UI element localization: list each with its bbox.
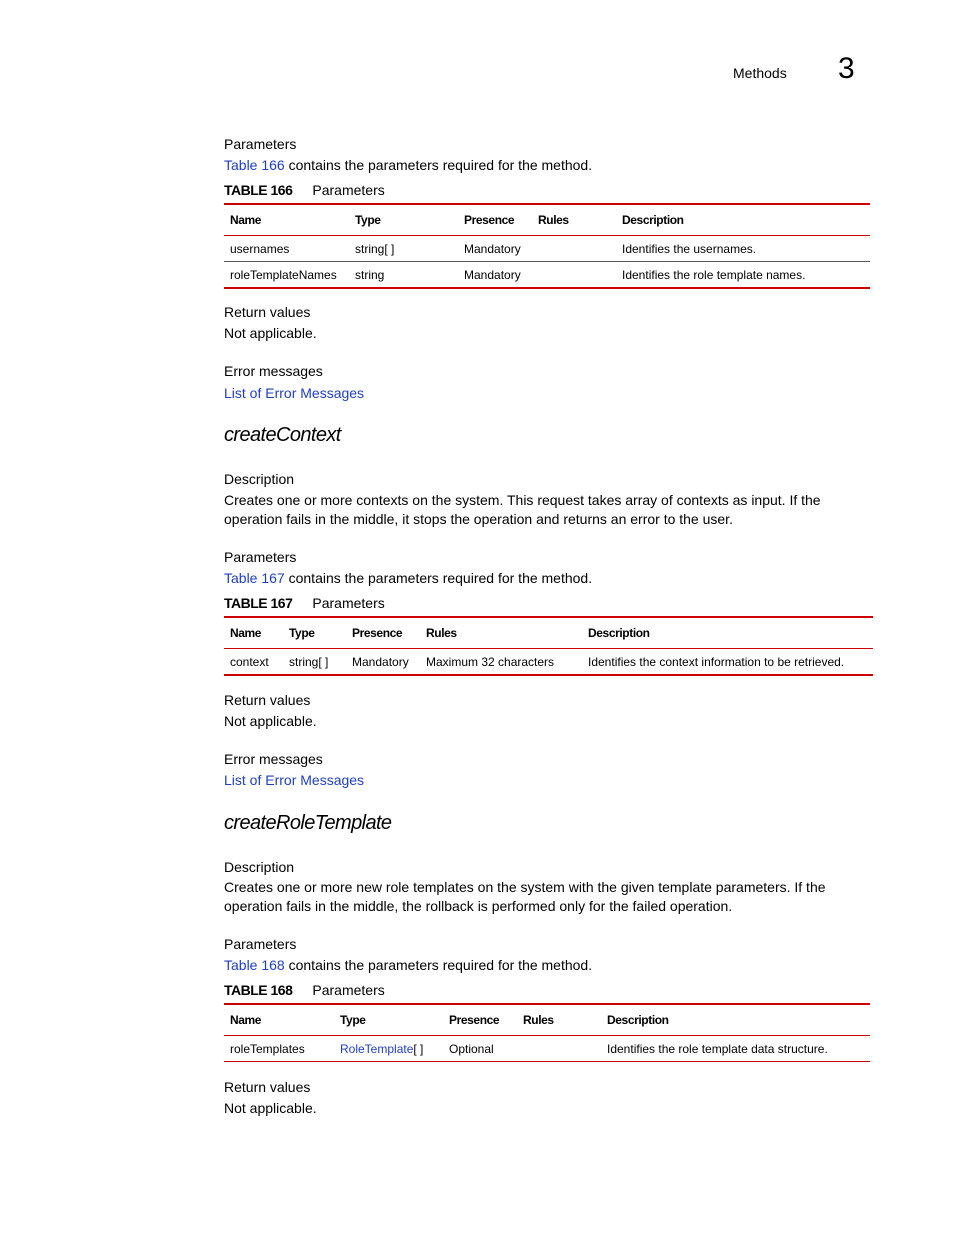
section-title: createContext: [224, 424, 341, 446]
description-text: Creates one or more new role templates on the system with the given template parameters. If the operation fails in the middle, the rollback is performed only for the failed operation.: [224, 879, 826, 914]
running-header-chapter: 3: [838, 52, 855, 85]
table-row: usernames string[ ] Mandatory Identifies the usernames.: [224, 236, 870, 262]
error-heading: Error messages: [224, 363, 323, 379]
table-row: roleTemplates RoleTemplate[ ] Optional Identifies the role template data structure.: [224, 1036, 870, 1062]
error-heading: Error messages: [224, 751, 323, 767]
section-title: createRoleTemplate: [224, 812, 392, 834]
col-header: Rules: [426, 626, 457, 640]
col-header: Type: [340, 1013, 366, 1027]
return-text: Not applicable.: [224, 713, 317, 729]
table-intro: Table 167 contains the parameters required for the method.: [224, 570, 593, 586]
roletemplate-link[interactable]: RoleTemplate: [340, 1041, 414, 1056]
description-heading: Description: [224, 471, 295, 487]
error-link[interactable]: List of Error Messages: [224, 772, 365, 788]
params-heading: Parameters: [224, 936, 297, 952]
col-header: Presence: [352, 626, 403, 640]
running-header-section: Methods: [733, 65, 787, 81]
table-link[interactable]: Table 167: [224, 570, 285, 586]
table-intro: Table 166 contains the parameters required for the method.: [224, 157, 593, 173]
description-heading: Description: [224, 859, 295, 875]
params-heading: Parameters: [224, 136, 297, 152]
col-header: Presence: [449, 1013, 500, 1027]
params-heading: Parameters: [224, 549, 297, 565]
table-intro: Table 168 contains the parameters required for the method.: [224, 957, 593, 973]
return-text: Not applicable.: [224, 1100, 317, 1116]
col-header: Type: [289, 626, 315, 640]
table-caption: TABLE 166 Parameters: [224, 182, 385, 198]
col-header: Name: [230, 213, 262, 227]
return-heading: Return values: [224, 692, 311, 708]
table-link[interactable]: Table 168: [224, 957, 285, 973]
col-header: Name: [230, 626, 262, 640]
col-header: Rules: [538, 213, 569, 227]
col-header: Rules: [523, 1013, 554, 1027]
col-header: Name: [230, 1013, 262, 1027]
table-row: context string[ ] Mandatory Maximum 32 characters Identifies the context information to be retrieved.: [224, 649, 873, 676]
table-caption: TABLE 167 Parameters: [224, 595, 385, 611]
col-header: Type: [355, 213, 381, 227]
return-text: Not applicable.: [224, 325, 317, 341]
parameters-table: [224, 616, 873, 676]
col-header: Description: [607, 1013, 669, 1027]
table-caption: TABLE 168 Parameters: [224, 982, 385, 998]
return-heading: Return values: [224, 304, 311, 320]
return-heading: Return values: [224, 1079, 311, 1095]
parameters-table: [224, 203, 870, 289]
description-text: Creates one or more contexts on the system. This request takes array of contexts as input. If the operation fails in the middle, it stops the operation and returns an error to the user.: [224, 492, 821, 527]
col-header: Description: [588, 626, 650, 640]
table-row: roleTemplateNames string Mandatory Identifies the role template names.: [224, 262, 870, 289]
col-header: Description: [622, 213, 684, 227]
parameters-table: [224, 1003, 870, 1062]
col-header: Presence: [464, 213, 515, 227]
table-link[interactable]: Table 166: [224, 157, 285, 173]
error-link[interactable]: List of Error Messages: [224, 385, 365, 401]
